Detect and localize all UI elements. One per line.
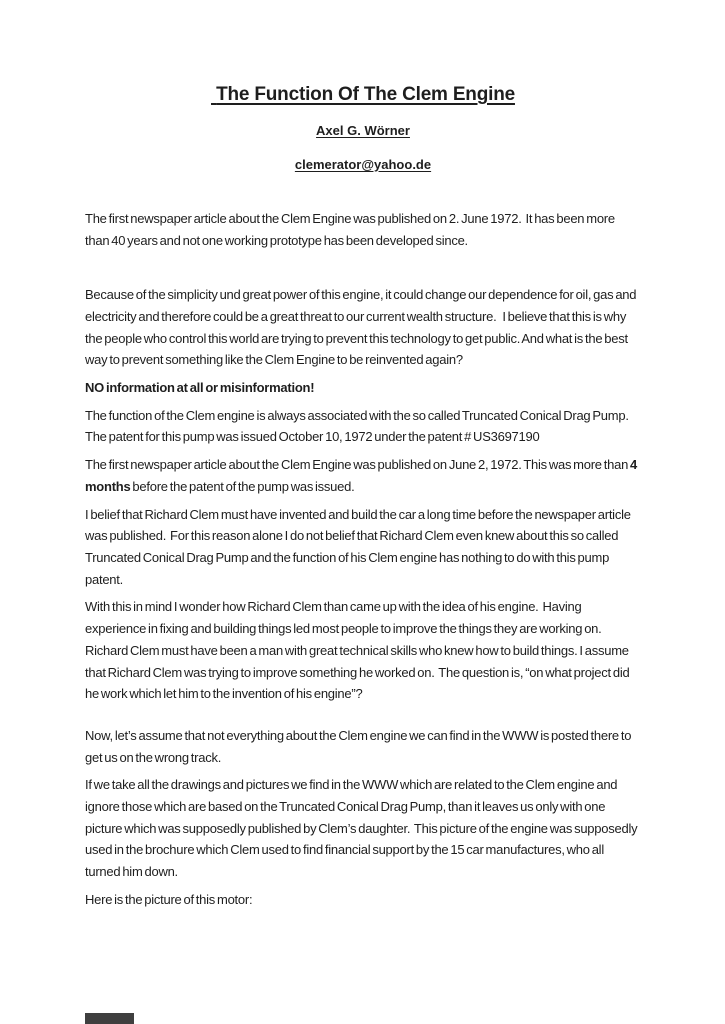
text-run: Now, let’s assume that not everything about the Clem engine we can find in the WWW is posted there to get us on the wrong track. xyxy=(85,727,634,765)
bold-text-run: 4 months xyxy=(85,457,639,494)
paragraph-picture-intro xyxy=(85,889,641,911)
paragraph-simplicity xyxy=(85,284,641,371)
paragraph-www-wrong-track xyxy=(85,725,641,768)
paragraph-drawings-and-pictures xyxy=(85,774,641,883)
text-run: The function of the Clem engine is always associated with the so called Truncated Conical Drag Pump. The patent for this pump was issued October 10, 1972 under the patent # US3697190 xyxy=(85,407,631,445)
paragraph-with-this-in-mind xyxy=(85,596,641,705)
motor-picture-top-edge xyxy=(85,1013,134,1024)
author-name: Axel G. Wörner xyxy=(316,122,410,138)
text-run: Because of the simplicity und great power of this engine, it could change our dependence for oil, gas and electricity and therefore could be a great threat to our current wealth structure. I believe that this is why the people who control this world are trying to prevent this technology to get public. And what is the best way to prevent something like the Clem Engine to be reinvented again? xyxy=(85,287,639,368)
text-run: The first newspaper article about the Clem Engine was published on 2. June 1972. It has been more than 40 years and not one working prototype has been developed since. xyxy=(85,210,617,248)
author-email: clemerator@yahoo.de xyxy=(294,156,432,172)
text-run: Here is the picture of this motor: xyxy=(85,891,253,907)
text-run: The first newspaper article about the Clem Engine was published on June 2, 1972. This was more than xyxy=(85,457,631,473)
page-content xyxy=(85,0,641,917)
paragraph-no-information-heading xyxy=(85,377,641,399)
paragraph-four-months xyxy=(85,454,641,497)
text-run: I belief that Richard Clem must have invented and build the car a long time before the newspaper article was published. For this reason alone I do not belief that Richard Clem even knew about this so called Truncated Conical Drag Pump and the function of his Clem engine has nothing to do with this pump patent. xyxy=(85,506,633,587)
paragraph-intro xyxy=(85,208,641,251)
text-run: If we take all the drawings and pictures we find in the WWW which are related to the Clem engine and ignore those which are based on the Truncated Conical Drag Pump, than it leaves us only with one picture which was supposedly published by Clem’s daughter. This picture of the engine was supposedly used in the brochure which Clem used to find financial support by the 15 car manufactures, who all turned him down. xyxy=(85,777,640,880)
paragraph-drag-pump-patent xyxy=(85,405,641,448)
text-run: before the patent of the pump was issued. xyxy=(130,478,355,494)
document-title: The Function Of The Clem Engine xyxy=(211,84,515,105)
document-body xyxy=(85,208,641,911)
text-run: With this in mind I wonder how Richard Clem than came up with the idea of his engine. Having experience in fixing and building things led most people to improve the things they are working on. Richard Clem must have been a man with great technical skills who knew how to build things. I assume that Richard Clem was trying to improve something he worked on. The question is, “on what project did he work which let him to the invention of his engine”? xyxy=(85,599,632,702)
paragraph-belief-invented xyxy=(85,504,641,591)
bold-text-run: NO information at all or misinformation! xyxy=(85,380,315,396)
